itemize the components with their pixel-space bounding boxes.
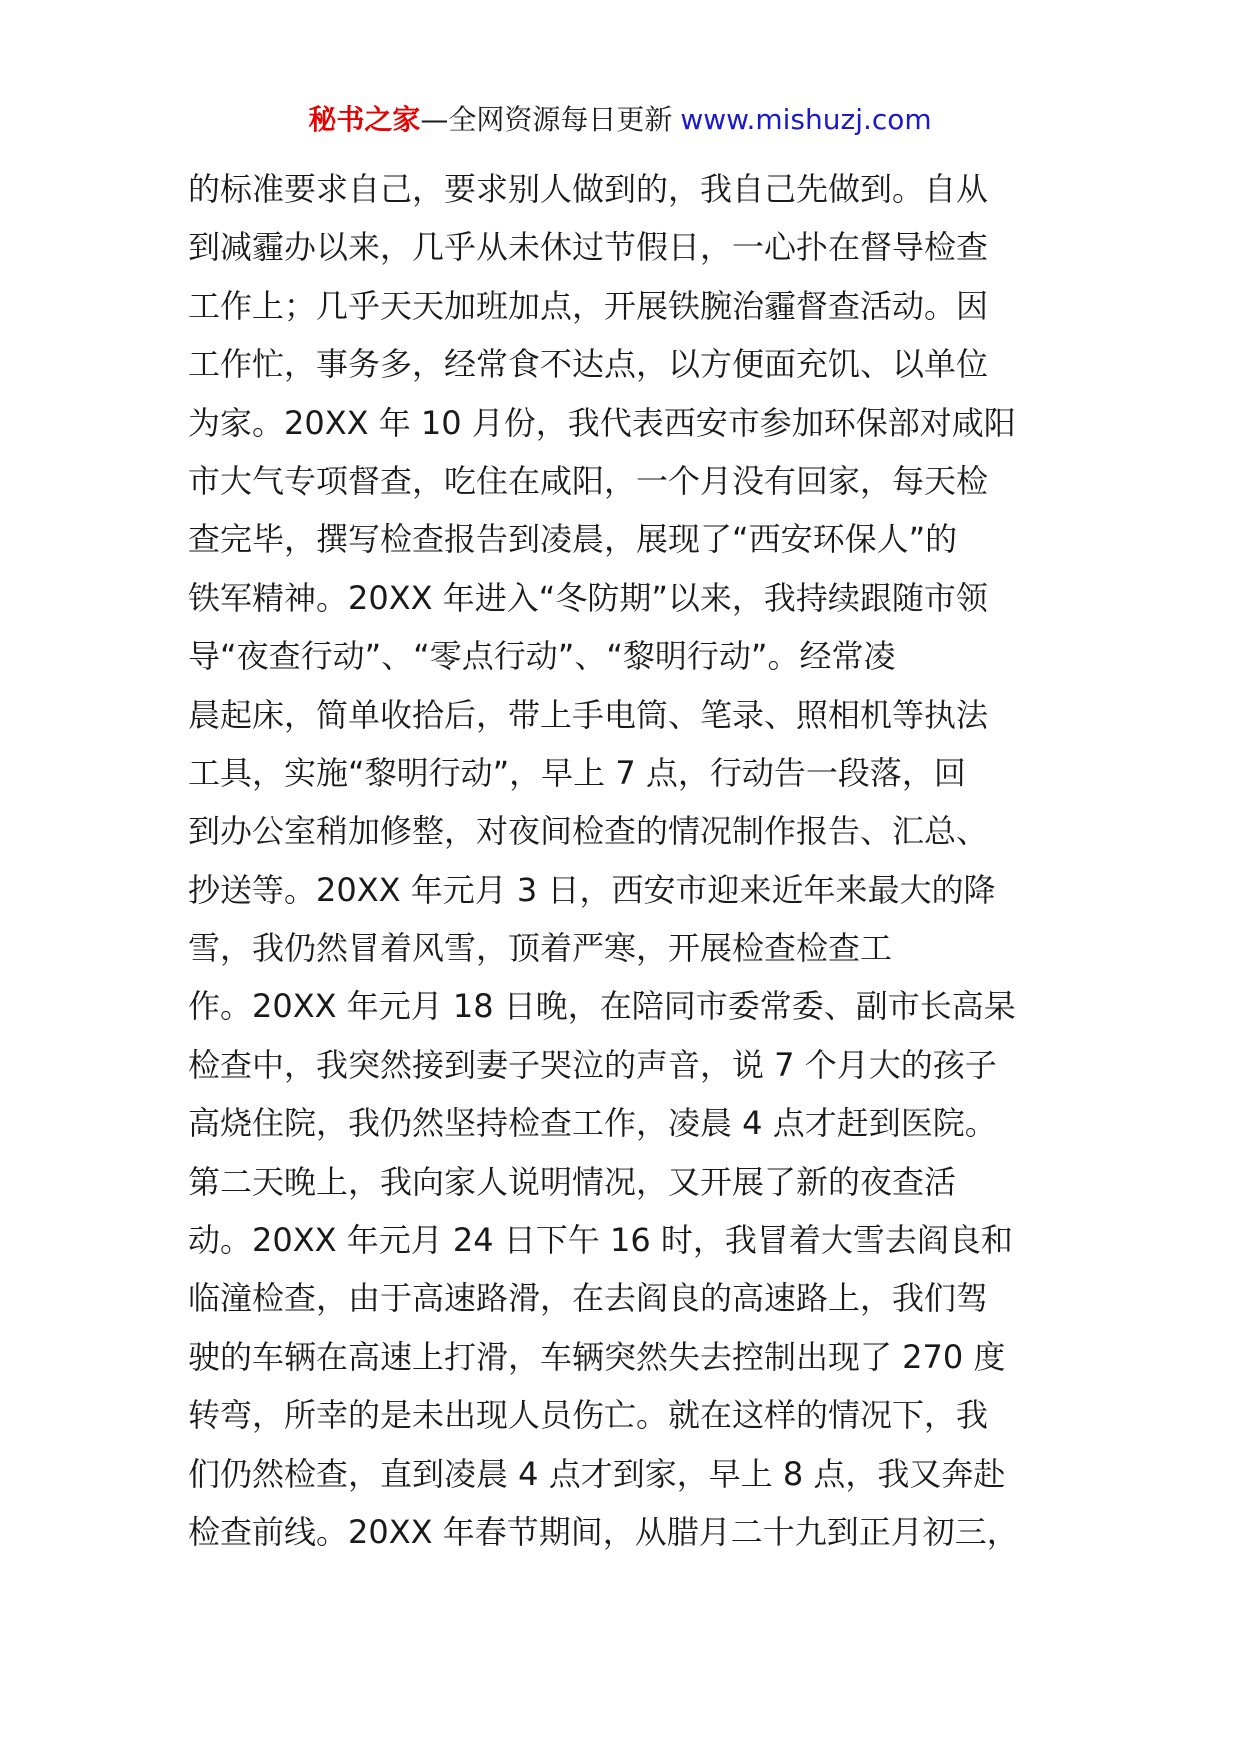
text-line: 高烧住院，我仍然坚持检查工作，凌晨 4 点才赶到医院。 [188, 1104, 997, 1143]
text-line: 到办公室稍加修整，对夜间检查的情况制作报告、汇总、 [188, 812, 989, 851]
text-line: 为家。20XX 年 10 月份，我代表西安市参加环保部对咸阳 [188, 403, 1016, 442]
header-tagline: —全网资源每日更新 [420, 103, 673, 136]
page-header [0, 100, 1240, 140]
text-line: 作。20XX 年元月 18 日晚，在陪同市委常委、副市长高杲 [188, 987, 1016, 1026]
text-line: 雪，我仍然冒着风雪，顶着严寒，开展检查检查工 [188, 929, 893, 968]
text-line: 动。20XX 年元月 24 日下午 16 时，我冒着大雪去阎良和 [188, 1221, 1013, 1260]
text-line: 转弯，所幸的是未出现人员伤亡。就在这样的情况下，我 [188, 1396, 989, 1435]
website-link[interactable]: www.mishuzj.com [680, 103, 932, 136]
text-line: 临潼检查，由于高速路滑，在去阎良的高速路上，我们驾 [188, 1279, 989, 1318]
text-line: 工作忙，事务多，经常食不达点，以方便面充饥、以单位 [188, 345, 989, 384]
text-line: 检查前线。20XX 年春节期间，从腊月二十九到正月初三， [188, 1512, 1019, 1551]
text-line: 检查中，我突然接到妻子哭泣的声音，说 7 个月大的孩子 [188, 1045, 997, 1084]
text-line: 们仍然检查，直到凌晨 4 点才到家，早上 8 点，我又奔赴 [188, 1454, 1006, 1493]
text-line: 导“夜查行动”、“零点行动”、“黎明行动”。经常凌 [188, 637, 896, 676]
text-line: 查完毕，撰写检查报告到凌晨，展现了“西安环保人”的 [188, 520, 958, 559]
text-line: 的标准要求自己，要求别人做到的，我自己先做到。自从 [188, 170, 989, 208]
text-line: 市大气专项督查，吃住在咸阳，一个月没有回家，每天检 [188, 461, 989, 500]
text-line: 到减霾办以来，几乎从未休过节假日，一心扑在督导检查 [188, 228, 989, 267]
brand-name: 秘书之家 [308, 103, 421, 136]
text-line: 晨起床，简单收拾后，带上手电筒、笔录、照相机等执法 [188, 695, 989, 734]
text-line: 工具，实施“黎明行动”，早上 7 点，行动告一段落，回 [188, 753, 966, 792]
text-line: 抄送等。20XX 年元月 3 日，西安市迎来近年来最大的降 [188, 870, 996, 909]
text-line: 第二天晚上，我向家人说明情况，又开展了新的夜查活 [188, 1162, 957, 1201]
text-line: 工作上；几乎天天加班加点，开展铁腕治霾督查活动。因 [188, 286, 989, 325]
document-body [188, 160, 1088, 1561]
text-line: 驶的车辆在高速上打滑，车辆突然失去控制出现了 270 度 [188, 1337, 1006, 1376]
text-line: 铁军精神。20XX 年进入“冬防期”以来，我持续跟随市领 [188, 578, 988, 617]
